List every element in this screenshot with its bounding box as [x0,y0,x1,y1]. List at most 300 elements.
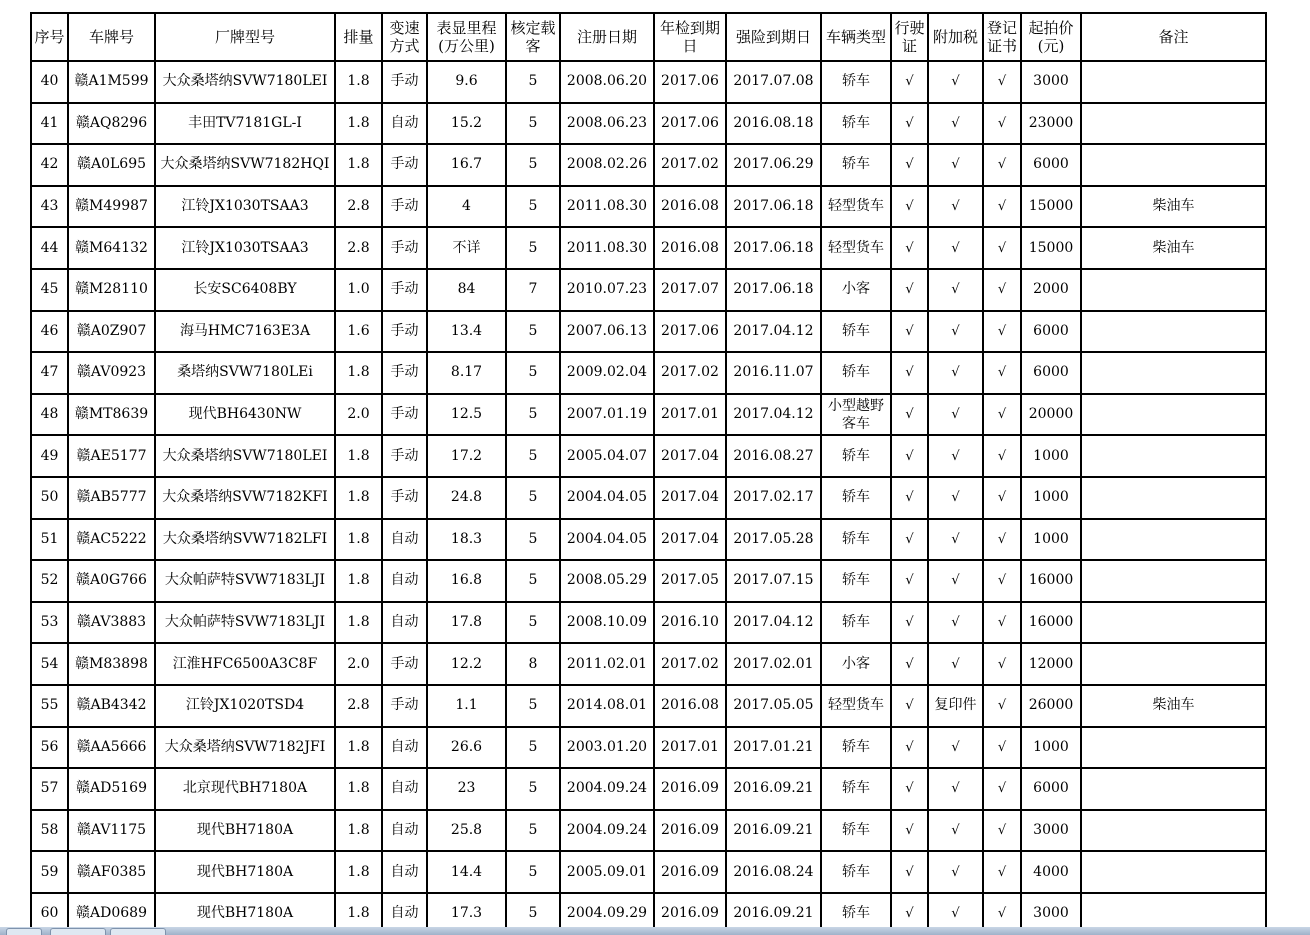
cell-index: 40 [31,61,68,103]
cell-vehicle-type: 轿车 [821,768,891,810]
cell-register-date: 2008.06.20 [560,61,654,103]
cell-remarks [1081,768,1266,810]
cell-registration-cert: √ [983,768,1021,810]
cell-insurance-due: 2016.11.07 [726,352,821,394]
cell-remarks [1081,602,1266,644]
cell-start-price: 1000 [1021,435,1081,477]
cell-insurance-due: 2016.09.21 [726,810,821,852]
cell-index: 42 [31,144,68,186]
cell-start-price: 6000 [1021,352,1081,394]
cell-seats: 5 [506,144,560,186]
cell-register-date: 2011.08.30 [560,186,654,228]
cell-vehicle-type: 轿车 [821,560,891,602]
cell-remarks [1081,61,1266,103]
cell-plate: 赣AD0689 [68,893,155,935]
cell-seats: 5 [506,227,560,269]
cell-surtax: √ [928,61,983,103]
table-row [31,227,1266,269]
cell-license: √ [891,144,928,186]
cell-mileage: 84 [427,269,506,311]
cell-start-price: 12000 [1021,643,1081,685]
cell-plate: 赣AF0385 [68,851,155,893]
cell-register-date: 2003.01.20 [560,727,654,769]
cell-license: √ [891,103,928,145]
cell-plate: 赣AB4342 [68,685,155,727]
cell-start-price: 6000 [1021,311,1081,353]
cell-inspection-due: 2017.05 [654,560,726,602]
cell-displacement: 1.8 [335,560,382,602]
cell-license: √ [891,311,928,353]
cell-inspection-due: 2016.08 [654,227,726,269]
cell-register-date: 2008.02.26 [560,144,654,186]
table-body [31,61,1266,934]
cell-register-date: 2014.08.01 [560,685,654,727]
cell-model: 大众桑塔纳SVW7182JFI [155,727,335,769]
cell-model: 大众帕萨特SVW7183LJI [155,560,335,602]
cell-register-date: 2010.07.23 [560,269,654,311]
cell-mileage: 16.7 [427,144,506,186]
cell-mileage: 25.8 [427,810,506,852]
cell-start-price: 3000 [1021,810,1081,852]
cell-plate: 赣AB5777 [68,477,155,519]
header-model: 厂牌型号 [155,13,335,61]
cell-displacement: 1.8 [335,144,382,186]
cell-surtax: √ [928,144,983,186]
cell-displacement: 2.8 [335,227,382,269]
cell-model: 现代BH7180A [155,893,335,935]
cell-mileage: 8.17 [427,352,506,394]
table-row [31,727,1266,769]
header-displacement: 排量 [335,13,382,61]
cell-registration-cert: √ [983,602,1021,644]
cell-registration-cert: √ [983,519,1021,561]
cell-register-date: 2004.09.29 [560,893,654,935]
table-row [31,352,1266,394]
cell-license: √ [891,227,928,269]
cell-vehicle-type: 轿车 [821,727,891,769]
cell-remarks [1081,560,1266,602]
cell-index: 58 [31,810,68,852]
cell-mileage: 15.2 [427,103,506,145]
cell-index: 46 [31,311,68,353]
cell-remarks: 柴油车 [1081,227,1266,269]
cell-remarks [1081,477,1266,519]
cell-register-date: 2007.06.13 [560,311,654,353]
header-row [31,13,1266,61]
cell-insurance-due: 2016.09.21 [726,893,821,935]
cell-insurance-due: 2017.05.28 [726,519,821,561]
cell-plate: 赣AD5169 [68,768,155,810]
cell-insurance-due: 2017.06.18 [726,186,821,228]
cell-transmission: 自动 [382,103,427,145]
cell-seats: 5 [506,727,560,769]
taskbar-app-excel[interactable] [50,928,106,935]
cell-license: √ [891,352,928,394]
cell-seats: 5 [506,311,560,353]
cell-registration-cert: √ [983,394,1021,436]
cell-register-date: 2008.10.09 [560,602,654,644]
cell-start-price: 20000 [1021,394,1081,436]
cell-inspection-due: 2016.08 [654,685,726,727]
table-row [31,560,1266,602]
cell-plate: 赣M28110 [68,269,155,311]
cell-start-price: 4000 [1021,851,1081,893]
cell-transmission: 手动 [382,477,427,519]
cell-transmission: 自动 [382,893,427,935]
cell-seats: 5 [506,435,560,477]
cell-transmission: 手动 [382,227,427,269]
header-start-price: 起拍价(元) [1021,13,1081,61]
cell-insurance-due: 2016.09.21 [726,768,821,810]
cell-mileage: 不详 [427,227,506,269]
cell-remarks [1081,269,1266,311]
cell-inspection-due: 2017.02 [654,352,726,394]
cell-registration-cert: √ [983,851,1021,893]
cell-index: 54 [31,643,68,685]
cell-inspection-due: 2016.09 [654,810,726,852]
cell-displacement: 1.8 [335,519,382,561]
cell-inspection-due: 2016.09 [654,851,726,893]
cell-index: 57 [31,768,68,810]
header-index: 序号 [31,13,68,61]
cell-vehicle-type: 轿车 [821,61,891,103]
cell-vehicle-type: 轿车 [821,477,891,519]
cell-registration-cert: √ [983,685,1021,727]
cell-remarks [1081,727,1266,769]
cell-registration-cert: √ [983,477,1021,519]
cell-register-date: 2009.02.04 [560,352,654,394]
cell-start-price: 3000 [1021,61,1081,103]
start-button[interactable] [6,928,42,935]
cell-displacement: 1.8 [335,352,382,394]
cell-model: 江淮HFC6500A3C8F [155,643,335,685]
table-row [31,144,1266,186]
cell-vehicle-type: 轿车 [821,893,891,935]
cell-mileage: 24.8 [427,477,506,519]
cell-insurance-due: 2017.04.12 [726,602,821,644]
cell-vehicle-type: 轿车 [821,311,891,353]
cell-transmission: 自动 [382,519,427,561]
cell-model: 江铃JX1030TSAA3 [155,186,335,228]
cell-register-date: 2011.08.30 [560,227,654,269]
cell-inspection-due: 2017.01 [654,394,726,436]
cell-license: √ [891,851,928,893]
cell-seats: 5 [506,186,560,228]
cell-inspection-due: 2017.06 [654,311,726,353]
cell-plate: 赣AV3883 [68,602,155,644]
cell-start-price: 16000 [1021,560,1081,602]
cell-displacement: 1.6 [335,311,382,353]
cell-insurance-due: 2017.07.15 [726,560,821,602]
cell-inspection-due: 2016.09 [654,768,726,810]
cell-transmission: 手动 [382,61,427,103]
cell-vehicle-type: 轻型货车 [821,227,891,269]
cell-remarks: 柴油车 [1081,186,1266,228]
table-row [31,477,1266,519]
header-transmission: 变速方式 [382,13,427,61]
cell-surtax: √ [928,560,983,602]
cell-license: √ [891,893,928,935]
cell-surtax: √ [928,893,983,935]
cell-transmission: 手动 [382,311,427,353]
cell-displacement: 2.8 [335,685,382,727]
table-row [31,103,1266,145]
table-row [31,602,1266,644]
cell-index: 60 [31,893,68,935]
cell-plate: 赣M83898 [68,643,155,685]
cell-displacement: 2.0 [335,394,382,436]
cell-surtax: √ [928,311,983,353]
cell-registration-cert: √ [983,893,1021,935]
cell-plate: 赣M49987 [68,186,155,228]
cell-seats: 5 [506,602,560,644]
cell-surtax: √ [928,477,983,519]
cell-remarks: 柴油车 [1081,685,1266,727]
cell-vehicle-type: 轿车 [821,352,891,394]
cell-surtax: √ [928,186,983,228]
cell-displacement: 1.8 [335,477,382,519]
table-row [31,435,1266,477]
cell-seats: 5 [506,560,560,602]
cell-vehicle-type: 轿车 [821,602,891,644]
cell-start-price: 15000 [1021,227,1081,269]
cell-transmission: 手动 [382,435,427,477]
cell-start-price: 3000 [1021,893,1081,935]
cell-register-date: 2011.02.01 [560,643,654,685]
cell-register-date: 2004.04.05 [560,519,654,561]
cell-remarks [1081,519,1266,561]
cell-start-price: 1000 [1021,727,1081,769]
cell-index: 49 [31,435,68,477]
cell-transmission: 自动 [382,560,427,602]
header-vehicle-type: 车辆类型 [821,13,891,61]
cell-model: 长安SC6408BY [155,269,335,311]
cell-vehicle-type: 轻型货车 [821,186,891,228]
cell-displacement: 1.8 [335,61,382,103]
cell-insurance-due: 2017.04.12 [726,394,821,436]
table-row [31,685,1266,727]
cell-remarks [1081,144,1266,186]
cell-seats: 5 [506,810,560,852]
cell-index: 59 [31,851,68,893]
cell-mileage: 16.8 [427,560,506,602]
cell-displacement: 1.8 [335,893,382,935]
cell-transmission: 手动 [382,269,427,311]
header-surtax: 附加税 [928,13,983,61]
cell-register-date: 2004.09.24 [560,810,654,852]
cell-start-price: 6000 [1021,768,1081,810]
cell-license: √ [891,435,928,477]
cell-model: 大众桑塔纳SVW7180LEI [155,61,335,103]
cell-plate: 赣A0G766 [68,560,155,602]
cell-insurance-due: 2017.02.01 [726,643,821,685]
header-register-date: 注册日期 [560,13,654,61]
cell-displacement: 1.8 [335,602,382,644]
cell-license: √ [891,810,928,852]
cell-register-date: 2004.09.24 [560,768,654,810]
cell-surtax: √ [928,643,983,685]
table-row [31,61,1266,103]
cell-insurance-due: 2017.06.18 [726,269,821,311]
cell-start-price: 26000 [1021,685,1081,727]
cell-index: 52 [31,560,68,602]
cell-insurance-due: 2017.06.29 [726,144,821,186]
cell-inspection-due: 2017.04 [654,435,726,477]
header-license: 行驶证 [891,13,928,61]
cell-registration-cert: √ [983,810,1021,852]
cell-surtax: √ [928,352,983,394]
cell-license: √ [891,394,928,436]
cell-mileage: 13.4 [427,311,506,353]
cell-vehicle-type: 轿车 [821,851,891,893]
cell-license: √ [891,727,928,769]
cell-mileage: 17.3 [427,893,506,935]
cell-seats: 7 [506,269,560,311]
cell-inspection-due: 2017.04 [654,477,726,519]
cell-remarks [1081,311,1266,353]
cell-license: √ [891,685,928,727]
taskbar-app-browser[interactable] [110,928,166,935]
cell-inspection-due: 2017.07 [654,269,726,311]
header-remarks: 备注 [1081,13,1266,61]
cell-vehicle-type: 小客 [821,269,891,311]
cell-mileage: 4 [427,186,506,228]
cell-license: √ [891,768,928,810]
cell-surtax: 复印件 [928,685,983,727]
cell-seats: 5 [506,352,560,394]
cell-insurance-due: 2017.07.08 [726,61,821,103]
cell-displacement: 1.8 [335,103,382,145]
cell-model: 北京现代BH7180A [155,768,335,810]
cell-displacement: 2.0 [335,643,382,685]
cell-mileage: 23 [427,768,506,810]
cell-index: 45 [31,269,68,311]
cell-transmission: 手动 [382,643,427,685]
cell-index: 56 [31,727,68,769]
cell-license: √ [891,269,928,311]
table-row [31,311,1266,353]
cell-displacement: 1.8 [335,851,382,893]
cell-insurance-due: 2017.05.05 [726,685,821,727]
cell-model: 大众桑塔纳SVW7182KFI [155,477,335,519]
cell-displacement: 1.8 [335,768,382,810]
cell-inspection-due: 2017.06 [654,103,726,145]
cell-register-date: 2007.01.19 [560,394,654,436]
cell-index: 51 [31,519,68,561]
cell-start-price: 6000 [1021,144,1081,186]
cell-seats: 5 [506,103,560,145]
cell-transmission: 手动 [382,144,427,186]
cell-seats: 5 [506,893,560,935]
cell-insurance-due: 2017.04.12 [726,311,821,353]
cell-seats: 5 [506,851,560,893]
cell-transmission: 自动 [382,768,427,810]
cell-inspection-due: 2017.02 [654,643,726,685]
cell-vehicle-type: 轿车 [821,810,891,852]
cell-seats: 5 [506,685,560,727]
cell-model: 现代BH7180A [155,810,335,852]
windows-taskbar [0,927,1310,935]
cell-plate: 赣A1M599 [68,61,155,103]
cell-model: 海马HMC7163E3A [155,311,335,353]
cell-register-date: 2005.09.01 [560,851,654,893]
cell-remarks [1081,851,1266,893]
cell-vehicle-type: 轿车 [821,435,891,477]
cell-registration-cert: √ [983,186,1021,228]
table-row [31,269,1266,311]
cell-vehicle-type: 轿车 [821,519,891,561]
cell-model: 现代BH7180A [155,851,335,893]
cell-transmission: 自动 [382,851,427,893]
cell-mileage: 26.6 [427,727,506,769]
cell-insurance-due: 2017.01.21 [726,727,821,769]
cell-remarks [1081,352,1266,394]
cell-registration-cert: √ [983,727,1021,769]
cell-insurance-due: 2017.02.17 [726,477,821,519]
cell-inspection-due: 2017.01 [654,727,726,769]
cell-mileage: 12.5 [427,394,506,436]
cell-index: 53 [31,602,68,644]
cell-index: 47 [31,352,68,394]
cell-inspection-due: 2016.09 [654,893,726,935]
cell-register-date: 2008.05.29 [560,560,654,602]
cell-vehicle-type: 小客 [821,643,891,685]
cell-displacement: 1.8 [335,435,382,477]
cell-start-price: 1000 [1021,519,1081,561]
cell-registration-cert: √ [983,311,1021,353]
cell-vehicle-type: 小型越野客车 [821,394,891,436]
cell-start-price: 23000 [1021,103,1081,145]
cell-model: 桑塔纳SVW7180LEi [155,352,335,394]
cell-start-price: 16000 [1021,602,1081,644]
cell-surtax: √ [928,602,983,644]
cell-plate: 赣AC5222 [68,519,155,561]
cell-index: 41 [31,103,68,145]
cell-index: 55 [31,685,68,727]
cell-registration-cert: √ [983,352,1021,394]
cell-registration-cert: √ [983,227,1021,269]
cell-model: 大众桑塔纳SVW7182LFI [155,519,335,561]
cell-surtax: √ [928,103,983,145]
cell-license: √ [891,643,928,685]
cell-index: 44 [31,227,68,269]
cell-transmission: 手动 [382,352,427,394]
cell-model: 现代BH6430NW [155,394,335,436]
cell-index: 50 [31,477,68,519]
table-row [31,851,1266,893]
cell-license: √ [891,477,928,519]
cell-vehicle-type: 轻型货车 [821,685,891,727]
cell-inspection-due: 2017.02 [654,144,726,186]
cell-model: 江铃JX1030TSAA3 [155,227,335,269]
table-row [31,394,1266,436]
cell-mileage: 12.2 [427,643,506,685]
header-registration-cert: 登记证书 [983,13,1021,61]
cell-start-price: 2000 [1021,269,1081,311]
cell-transmission: 手动 [382,186,427,228]
table-row [31,810,1266,852]
cell-displacement: 2.8 [335,186,382,228]
cell-register-date: 2004.04.05 [560,477,654,519]
cell-transmission: 手动 [382,394,427,436]
cell-remarks [1081,435,1266,477]
cell-register-date: 2008.06.23 [560,103,654,145]
cell-insurance-due: 2016.08.27 [726,435,821,477]
cell-plate: 赣AE5177 [68,435,155,477]
cell-surtax: √ [928,851,983,893]
cell-start-price: 1000 [1021,477,1081,519]
cell-transmission: 自动 [382,727,427,769]
